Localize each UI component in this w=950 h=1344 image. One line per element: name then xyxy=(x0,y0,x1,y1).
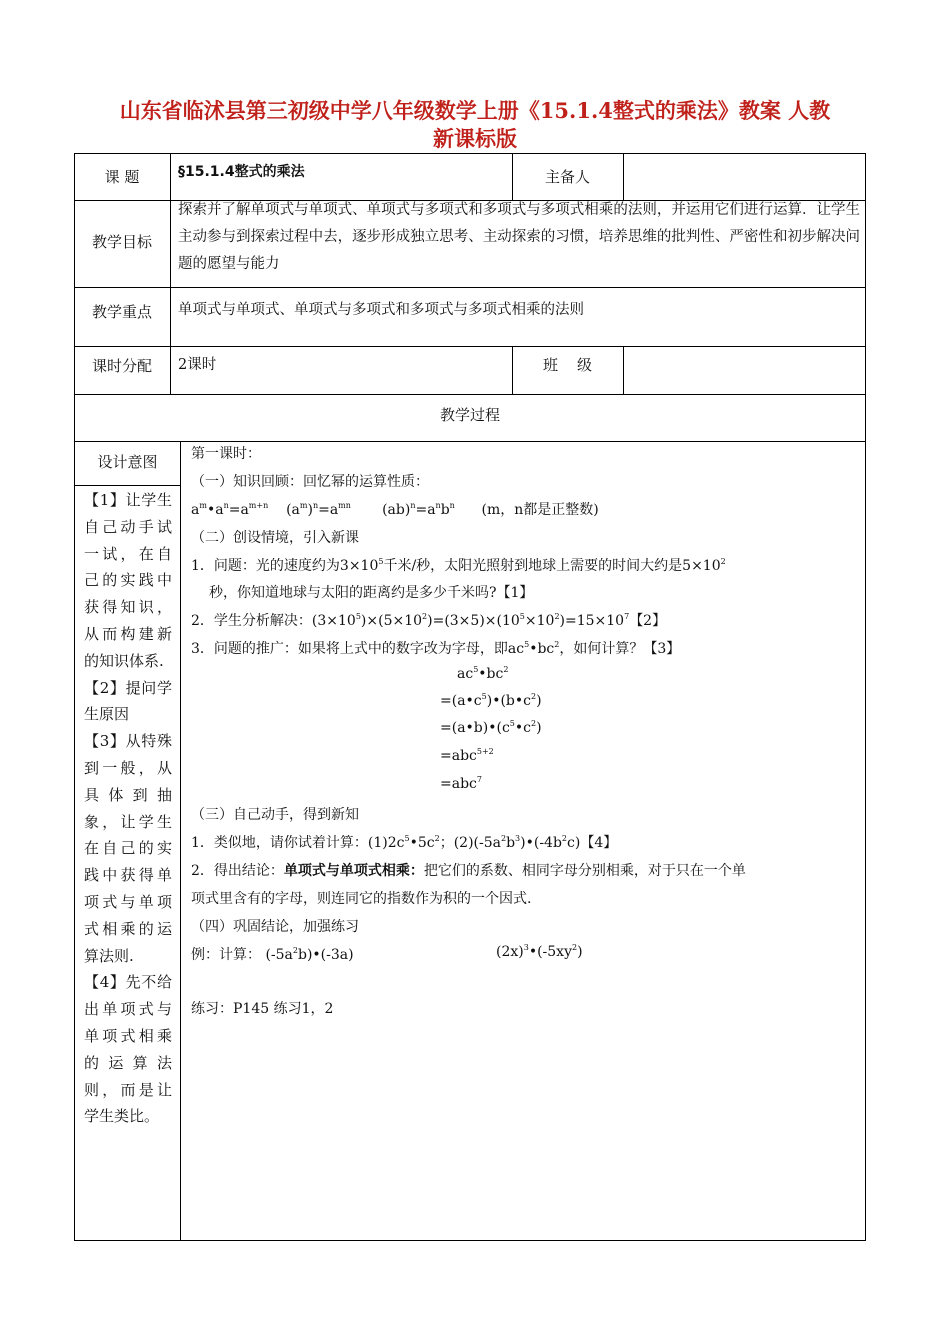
question-2: 2．学生分析解决：$(3\times 10^5)\times(5\times 10^2)=(3\times 5)\times(10^5\times 10^2)=15\times 10^7$【2】 xyxy=(191,612,667,629)
section-3-title: （三）自己动手，得到新知 xyxy=(191,807,359,823)
section-4-title: （四）巩固结论，加强练习 xyxy=(191,919,359,935)
row-divider xyxy=(74,346,866,347)
section-2-title: （二）创设情境，引入新课 xyxy=(191,530,359,546)
derivation-step: $=(a•c^5)•(b•c^2)$ xyxy=(440,692,542,709)
practice-assignment: 练习：P145 练习1，2 xyxy=(191,1001,334,1017)
goal-label: 教学目标 xyxy=(91,233,152,251)
focus-text: 单项式与单项式、单项式与多项式和多项式与多项式相乘的法则 xyxy=(178,302,584,318)
goal-text: 探索并了解单项式与单项式、单项式与多项式和多项式与多项式相乘的法则，并运用它们进行运算．让学生主动参与到探索过程中去，逐步形成独立思考、主动探索的习惯，培养思维的批判性、严密性和初步解决问题的愿望与能力 xyxy=(178,202,860,272)
preparer-label: 主备人 xyxy=(544,168,590,186)
question-3: 3．问题的推广：如果将上式中的数字改为字母，即$ac^5•bc^2$，如何计算？【3】 xyxy=(191,640,681,657)
section-1-title: （一）知识回顾：回忆幂的运算性质： xyxy=(191,474,429,490)
design-note: 【3】从特殊到一般，从具体到抽象，让学生在自己的实践中获得单项式与单项式相乘的运算法则. xyxy=(84,732,172,965)
derivation-step: =abc$^7$ xyxy=(440,775,482,792)
title-line-1: 山东省临沭县第三初级中学八年级数学上册《15.1.4整式的乘法》教案 人教 xyxy=(119,98,831,123)
topic-value: §15.1.4整式的乘法 xyxy=(178,164,305,180)
row-divider xyxy=(74,485,181,486)
derivation-step: =abc$^{5+2}$ xyxy=(440,747,494,764)
design-notes xyxy=(84,487,172,1130)
try-exercise: 1．类似地，请你试着计算：$(1)2c^5•5c^2$；$(2)(-5a^2b^3)•(-4b^2c)$【4】 xyxy=(191,834,618,851)
col-divider xyxy=(170,153,171,394)
hours-label: 课时分配 xyxy=(91,357,152,375)
derivation-step: $ac^5•bc^2$ xyxy=(457,665,509,682)
focus-label: 教学重点 xyxy=(91,303,152,321)
document-title xyxy=(60,97,890,153)
col-divider xyxy=(623,153,624,200)
example-problem-2: $(2x)^3•(-5xy^2)$ xyxy=(496,943,583,960)
power-rules: $a^m•a^n=a^{m+n}$ $(a^m)^n=a^{mn}$ $(ab)^n=a^nb^n$ (m，n都是正整数) xyxy=(191,501,599,518)
col-divider xyxy=(180,441,181,1241)
row-divider xyxy=(74,394,866,395)
hours-value: 2课时 xyxy=(178,357,217,373)
question-1: 1．问题：光的速度约为$3\times 10^5$千米/秒，太阳光照射到地球上需要的时间大约是$5\times 10^2$ xyxy=(191,557,726,574)
derivation-step: $=(a•b)•(c^5•c^2)$ xyxy=(440,719,542,736)
process-heading: 教学过程 xyxy=(439,406,500,424)
conclusion: 2．得出结论：单项式与单项式相乘：把它们的系数、相同字母分别相乘，对于只在一个单 xyxy=(191,863,746,879)
design-label: 设计意图 xyxy=(97,453,158,471)
design-note: 【2】提问学生原因 xyxy=(84,678,172,724)
example-problems: 例：计算： $(-5a^2b)•(-3a)$ xyxy=(191,946,354,963)
title-line-2: 新课标版 xyxy=(433,126,517,151)
design-note: 【4】先不给出单项式与单项式相乘的运算法则，而是让学生类比。 xyxy=(84,973,172,1126)
topic-label: 课 题 xyxy=(104,168,140,186)
col-divider xyxy=(623,346,624,394)
row-divider xyxy=(74,287,866,288)
conclusion-cont: 项式里含有的字母，则连同它的指数作为积的一个因式. xyxy=(191,891,532,907)
row-divider xyxy=(74,441,866,442)
design-note: 【1】让学生自己动手试一试，在自己的实践中获得知识，从而构建新的知识体系. xyxy=(84,491,172,670)
question-1-cont: 秒，你知道地球与太阳的距离约是多少千米吗?【1】 xyxy=(209,585,534,601)
class-label: 班 级 xyxy=(542,356,593,374)
first-class-label: 第一课时： xyxy=(191,446,261,462)
